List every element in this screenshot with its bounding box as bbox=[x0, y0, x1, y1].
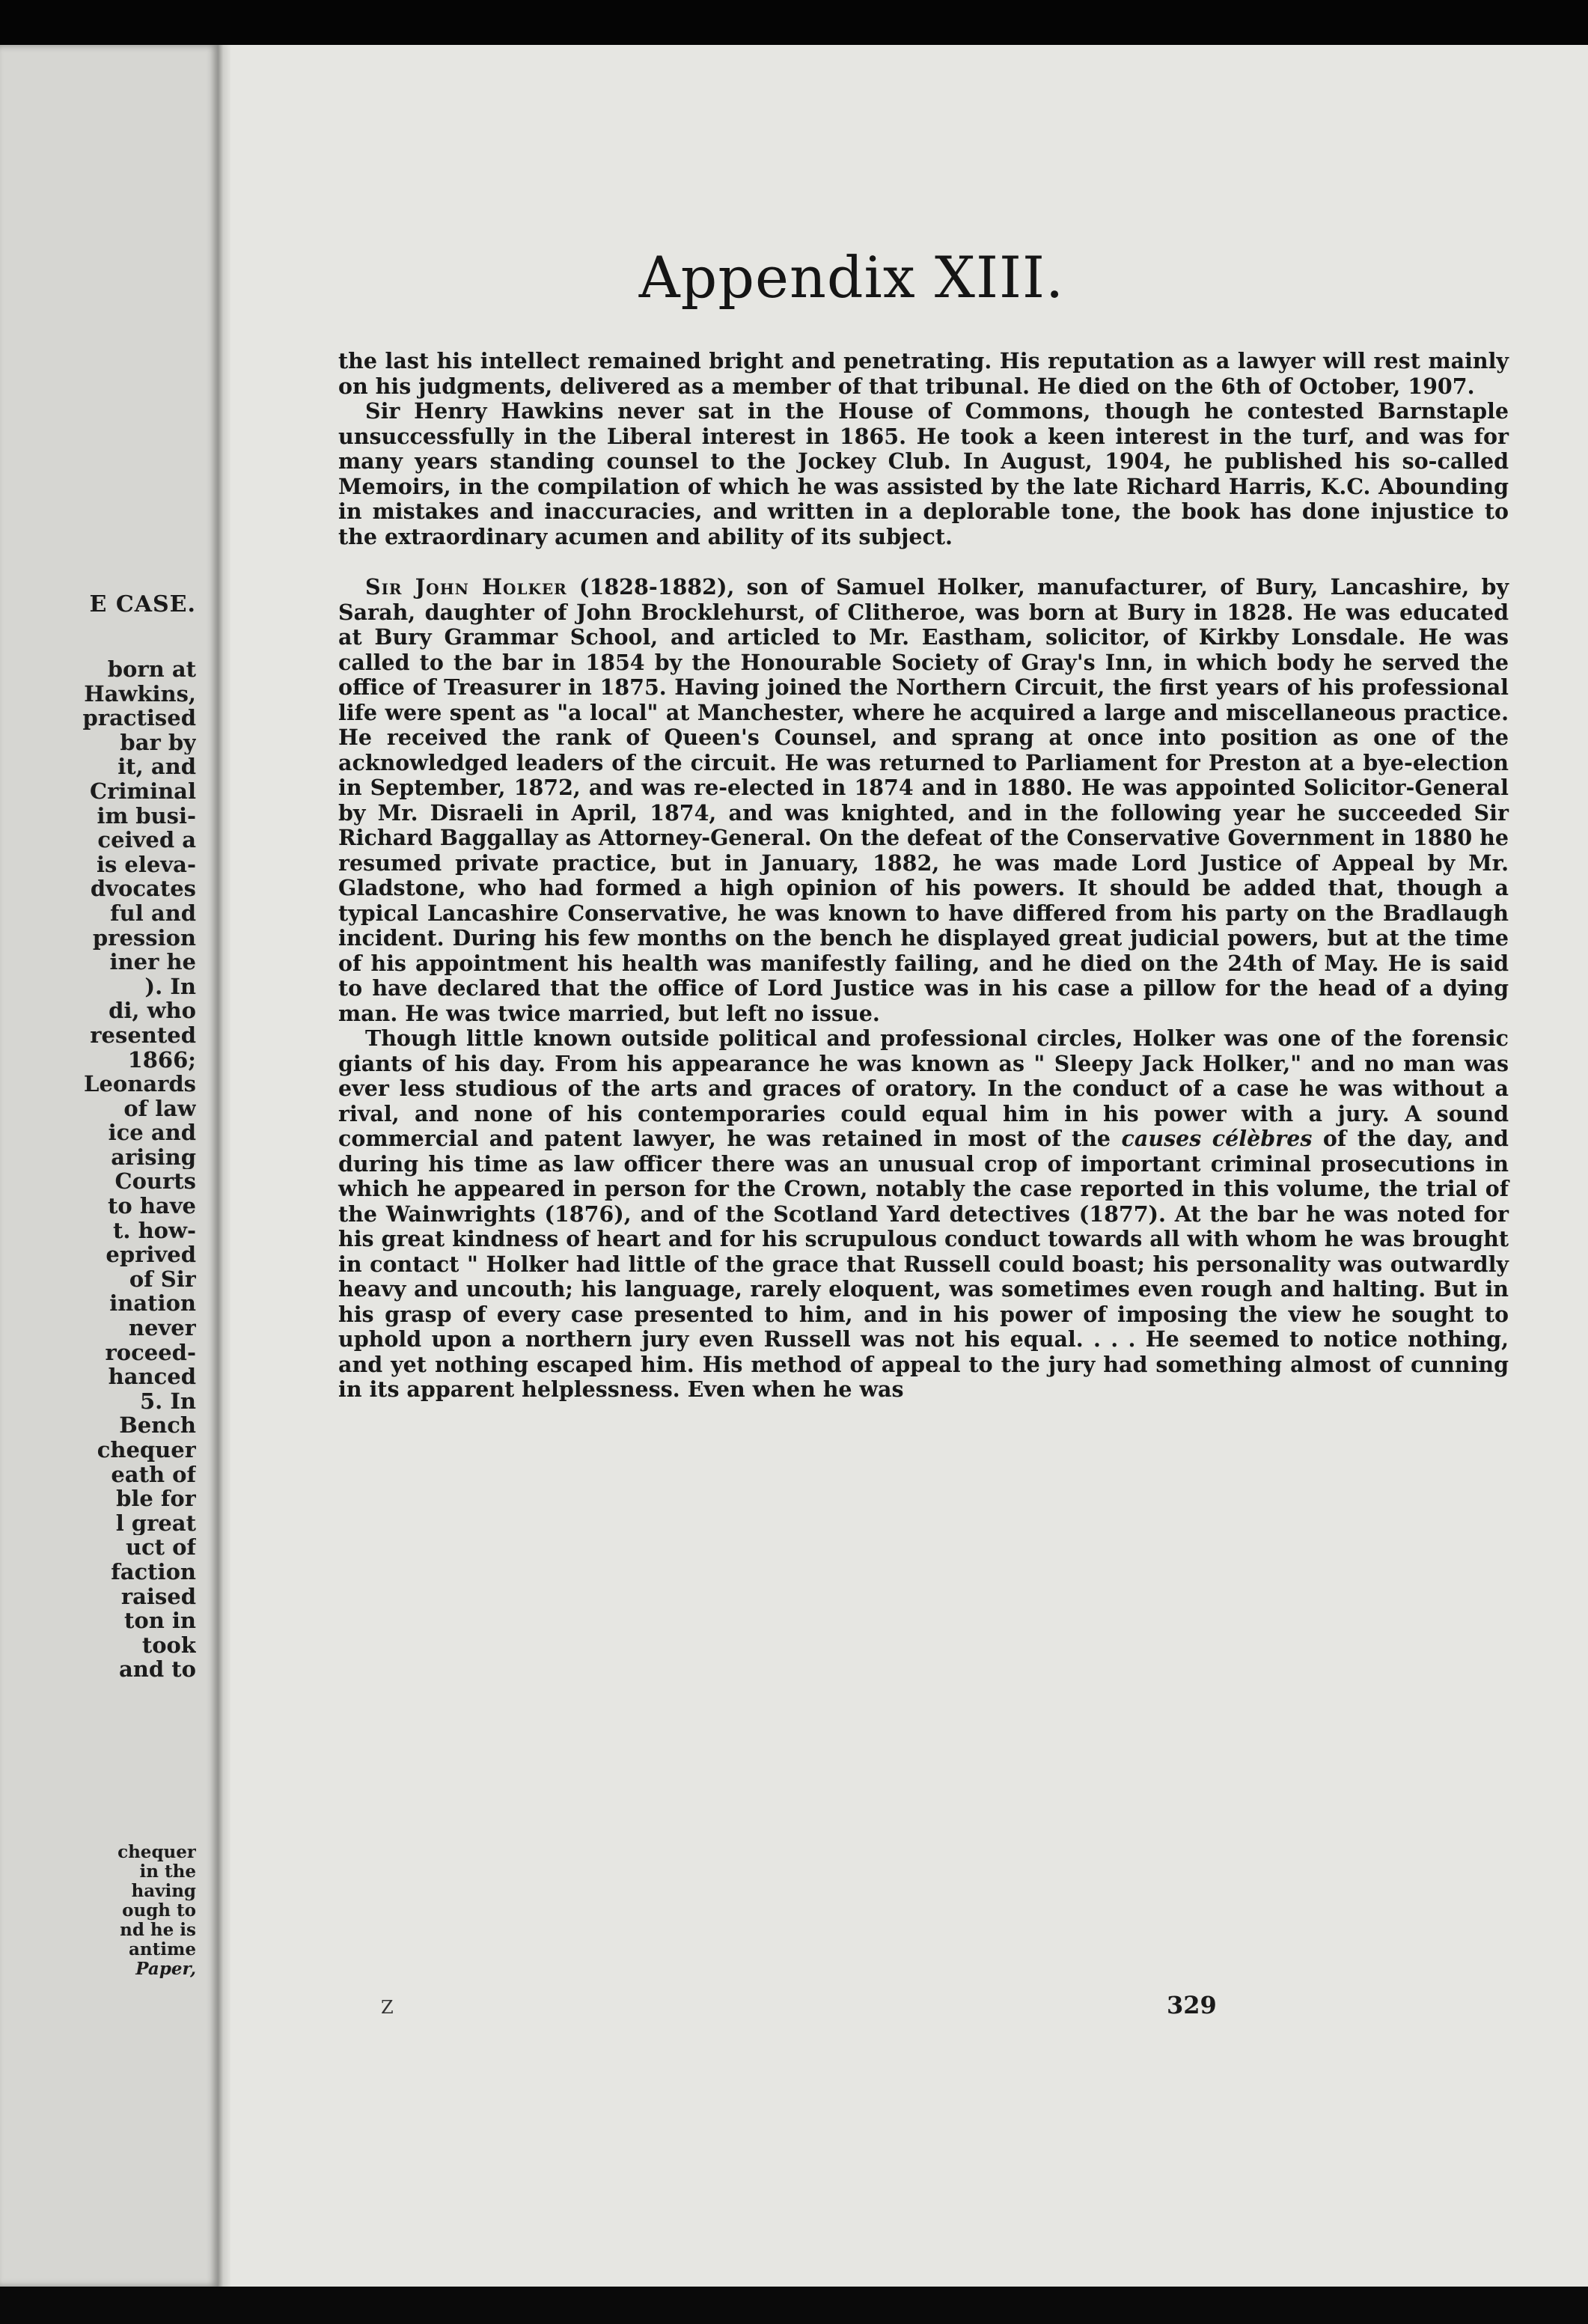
previous-page-line: took bbox=[141, 1632, 196, 1658]
paragraph-text: Though little known outside political and professional circles, Holker was one of the forensic giants of his day. From his appearance he was known as " Sleepy Jack Holker," and no man was ever less studious of the arts and graces of oratory. In the conduct of a case he was without a rival, and none of his contemporaries could equal him in his power with a jury. A sound commercial and patent lawyer, he was retained in most of the bbox=[338, 1025, 1509, 1151]
previous-page-line: uct of bbox=[125, 1535, 196, 1560]
book-gutter bbox=[219, 45, 230, 2287]
previous-page-line: roceed- bbox=[105, 1340, 196, 1365]
body-text bbox=[338, 349, 1509, 1403]
previous-page-line: arising bbox=[111, 1144, 196, 1170]
previous-page-line: of law bbox=[123, 1096, 196, 1121]
current-page bbox=[230, 45, 1588, 2287]
previous-page-line: dvocates bbox=[90, 876, 196, 901]
previous-page-line: pression bbox=[92, 925, 196, 951]
previous-page-line: eprived bbox=[106, 1242, 196, 1267]
signature-mark: Z bbox=[381, 1997, 394, 2018]
person-name: Sir John Holker bbox=[365, 574, 567, 600]
previous-page-line: t. how- bbox=[112, 1218, 196, 1243]
previous-page-line: im busi- bbox=[97, 803, 196, 829]
previous-page-line: Bench bbox=[119, 1413, 196, 1438]
paragraph bbox=[338, 399, 1509, 549]
previous-page-line: born at bbox=[107, 657, 196, 682]
previous-page-footnote-line: having bbox=[131, 1882, 196, 1901]
previous-page-line: ice and bbox=[108, 1120, 196, 1145]
previous-page-line: l great bbox=[115, 1510, 196, 1536]
previous-page-line: it, and bbox=[117, 754, 196, 779]
previous-page-line: raised bbox=[120, 1584, 196, 1609]
previous-page-line: di, who bbox=[109, 998, 196, 1023]
paragraph-text: Sir Henry Hawkins never sat in the House of Commons, though he contested Barnstaple unsuccessfully in the Liberal interest in 1865. He took a keen interest in the turf, and was for many years standing counsel to the Jockey Club. In August, 1904, he published his so-called Memoirs, in the compilation of which he was assisted by the late Richard Harris, K.C. Abounding in mistakes and inaccuracies, and written in a deplorable tone, the book has done injustice to the extraordinary acumen and ability of its subject. bbox=[338, 398, 1509, 549]
previous-page-strip bbox=[0, 45, 219, 2287]
previous-page-footnote-line: nd he is bbox=[120, 1921, 196, 1940]
previous-page-line: Courts bbox=[114, 1169, 196, 1195]
paragraph bbox=[338, 575, 1509, 1026]
previous-page-line: resented bbox=[90, 1022, 196, 1048]
previous-page-footnote-line: antime bbox=[129, 1940, 196, 1959]
previous-page-footnote-line: Paper, bbox=[135, 1959, 196, 1979]
previous-page-line: 5. In bbox=[139, 1388, 196, 1414]
previous-page-line: hanced bbox=[108, 1364, 196, 1389]
previous-page-line: ton in bbox=[123, 1608, 196, 1633]
previous-page-line: iner he bbox=[109, 950, 196, 975]
italic-phrase: causes célèbres bbox=[1121, 1126, 1313, 1151]
paragraph-text: of the day, and during his time as law officer there was an unusual crop of important criminal prosecutions in which he appeared in person for the Crown, notably the case reported in this volume, the trial of the Wainwrights (1876), and of the Scotland Yard detectives (1877). At the bar he was noted for his great kindness of heart and for his scrupulous conduct towards all with whom he was brought in contact " Holker had little of the grace that Russell could boast; his personality was outwardly heavy and uncouth; his language, rarely eloquent, was sometimes even rough and halting. But in his grasp of every case presented to him, and in his power of imposing the view he sought to uphold upon a northern jury even Russell was not his equal. . . . He seemed to notice nothing, and yet nothing escaped him. His method of appeal to the jury had something almost of cunning in its apparent helplessness. Even when he was bbox=[338, 1126, 1509, 1402]
previous-page-footnote bbox=[0, 1843, 196, 1979]
previous-page-footnote-line: chequer bbox=[117, 1843, 196, 1862]
previous-page-line: ceived a bbox=[97, 828, 196, 853]
previous-page-line: eath of bbox=[111, 1462, 196, 1487]
previous-page-line: to have bbox=[107, 1194, 196, 1219]
page-number: 329 bbox=[1167, 1991, 1217, 2019]
previous-page-line: Hawkins, bbox=[84, 681, 196, 707]
previous-page-line: 1866; bbox=[127, 1047, 196, 1073]
scan-border bbox=[0, 2287, 1588, 2324]
previous-page-line: faction bbox=[111, 1559, 196, 1585]
previous-page-line: of Sir bbox=[129, 1266, 196, 1292]
paragraph-text: the last his intellect remained bright and penetrating. His reputation as a lawyer will rest mainly on his judgments, delivered as a member of that tribunal. He died on the 6th of October, 1907. bbox=[338, 348, 1509, 399]
previous-page-line: ful and bbox=[110, 900, 196, 926]
previous-page-line: and to bbox=[119, 1657, 196, 1682]
previous-page-line: ). In bbox=[144, 974, 196, 999]
previous-page-line: never bbox=[128, 1316, 196, 1341]
previous-page-line: chequer bbox=[97, 1438, 196, 1463]
previous-page-line: Leonards bbox=[84, 1072, 196, 1097]
previous-page-line: ination bbox=[109, 1291, 196, 1317]
page-title: Appendix XIII. bbox=[638, 244, 1065, 311]
paragraph bbox=[338, 1026, 1509, 1403]
previous-page-footnote-line: ough to bbox=[122, 1901, 196, 1921]
previous-page-text bbox=[0, 657, 196, 1682]
paragraph-text: (1828-1882), son of Samuel Holker, manufacturer, of Bury, Lancashire, by Sarah, daughter of John Brocklehurst, of Clitheroe, was born at Bury in 1828. He was educated at Bury Grammar School, and articled to Mr. Eastham, solicitor, of Kirkby Lonsdale. He was called to the bar in 1854 by the Honourable Society of Gray's Inn, in which body he served the office of Treasurer in 1875. Having joined the Northern Circuit, the first years of his professional life were spent as "a local" at Manchester, where he acquired a large and miscellaneous practice. He received the rank of Queen's Counsel, and sprang at once into position as one of the acknowledged leaders of the circuit. He was returned to Parliament for Preston at a bye-election in September, 1872, and was re-elected in 1874 and in 1880. He was appointed Solicitor-General by Mr. Disraeli in April, 1874, and was knighted, and in the following year he succeeded Sir Richard Baggallay as Attorney-General. On the defeat of the Conservative Government in 1880 he resumed private practice, but in January, 1882, he was made Lord Justice of Appeal by Mr. Gladstone, who had formed a high opinion of his powers. It should be added that, though a typical Lancashire Conservative, he was known to have differed from his party on the Bradlaugh incident. During his few months on the bench he displayed great judicial powers, but at the time of his appointment his health was manifestly failing, and he died on the 24th of May. He is said to have declared that the office of Lord Justice was in his case a pillow for the head of a dying man. He was twice married, but left no issue. bbox=[338, 574, 1509, 1026]
previous-page-line: ble for bbox=[116, 1486, 196, 1511]
paragraph bbox=[338, 349, 1509, 399]
previous-page-running-header: E CASE. bbox=[89, 591, 196, 617]
previous-page-line: bar by bbox=[120, 730, 196, 755]
previous-page-line: Criminal bbox=[90, 778, 196, 804]
previous-page-line: practised bbox=[82, 706, 196, 731]
previous-page-line: is eleva- bbox=[96, 852, 196, 877]
previous-page-footnote-line: in the bbox=[139, 1862, 196, 1882]
